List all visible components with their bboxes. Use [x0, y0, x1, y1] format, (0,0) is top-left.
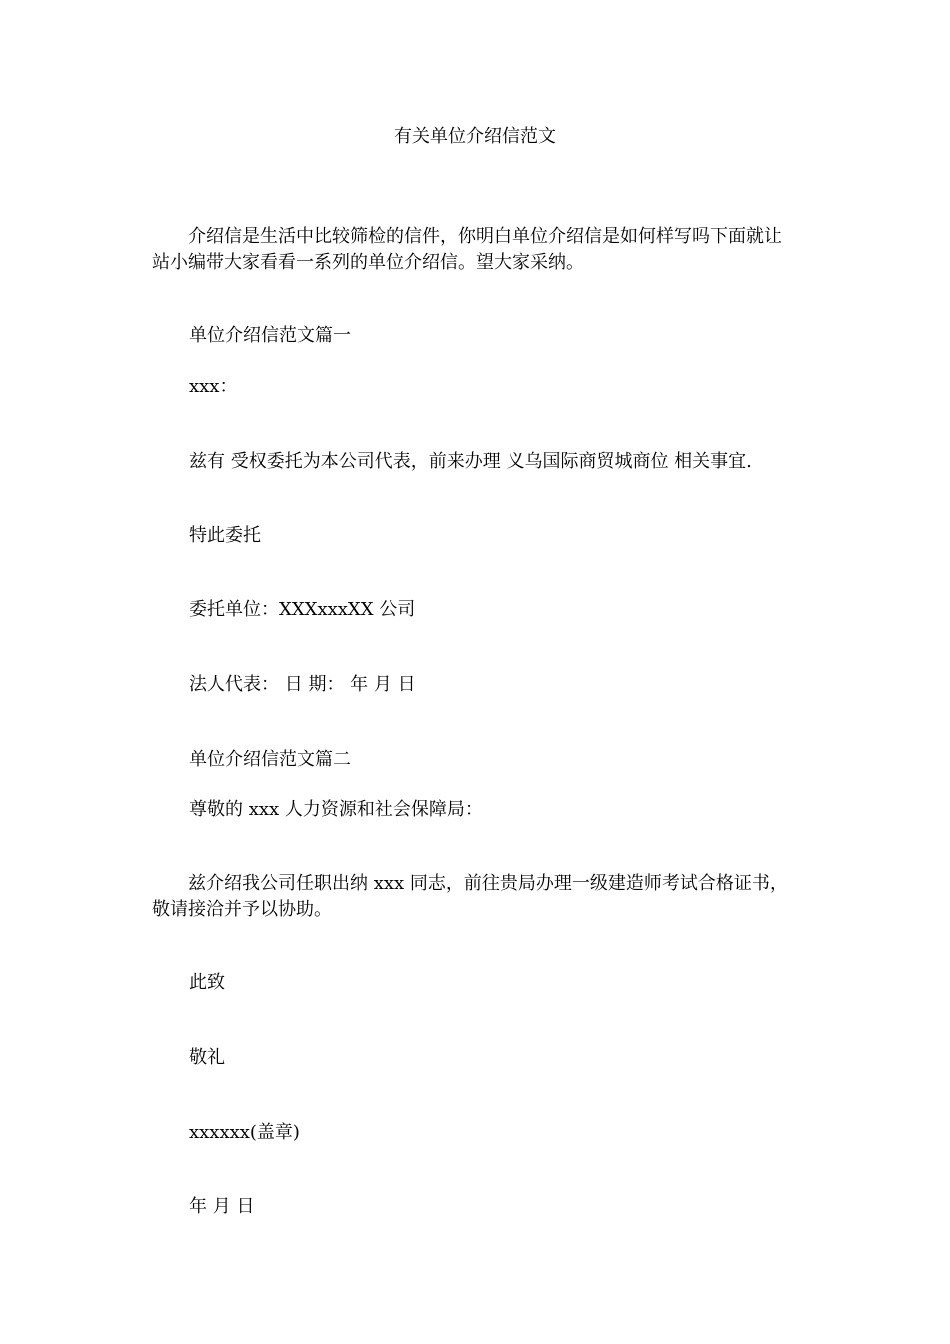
- section2-salutation: 尊敬的 xxx 人力资源和社会保障局：: [189, 799, 483, 820]
- section2-date: 年 月 日: [189, 1196, 255, 1217]
- section1-salutation: xxx：: [189, 376, 238, 397]
- section2-seal: xxxxxx(盖章): [189, 1122, 300, 1143]
- section1-body: 兹有 受权委托为本公司代表，前来办理 义乌国际商贸城商位 相关事宜.: [189, 451, 752, 472]
- intro-paragraph: 介绍信是生活中比较筛检的信件，你明白单位介绍信是如何样写吗下面就让站小编带大家看看一系列的单位介绍信。望大家采纳。: [152, 226, 782, 273]
- section1-legal-rep-date: 法人代表： 日 期： 年 月 日: [189, 674, 416, 695]
- section2-heading: 单位介绍信范文篇二: [189, 749, 351, 770]
- section2-body: 兹介绍我公司任职出纳 xxx 同志，前往贵局办理一级建造师考试合格证书，敬请接洽并予以协助。: [152, 873, 788, 920]
- document-title: 有关单位介绍信范文: [394, 126, 556, 147]
- section2-closing-2: 敬礼: [189, 1047, 225, 1068]
- section1-heading: 单位介绍信范文篇一: [189, 325, 351, 346]
- section1-entrusting-unit: 委托单位：XXXxxxXX 公司: [189, 599, 416, 620]
- section1-closing: 特此委托: [189, 525, 261, 546]
- section2-closing-1: 此致: [189, 972, 225, 993]
